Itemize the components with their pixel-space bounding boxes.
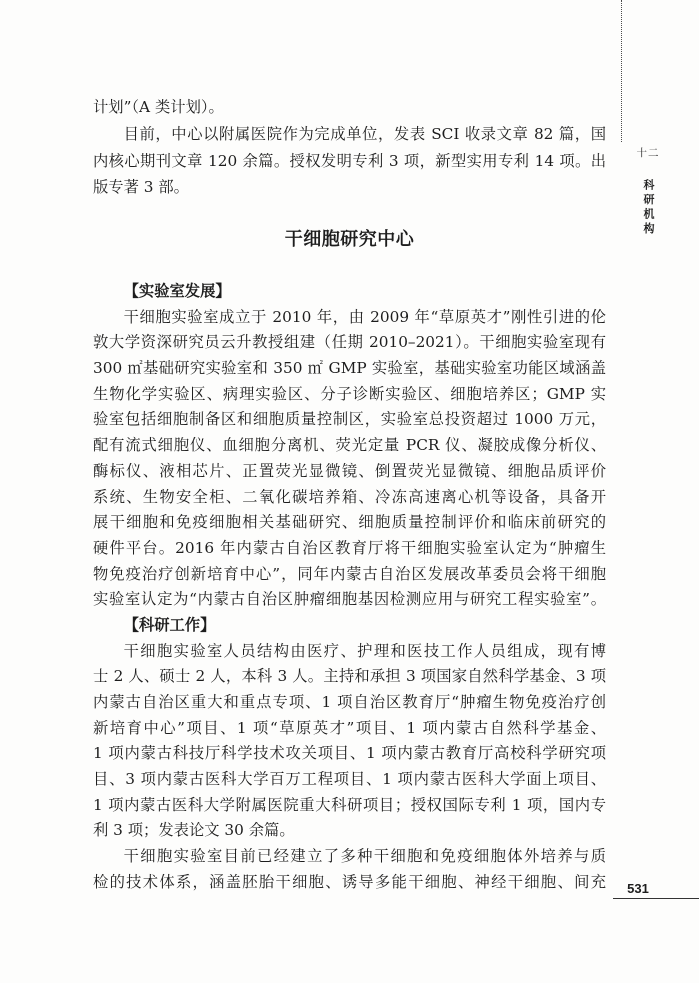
paragraph [93, 121, 606, 201]
paragraph-line: 系统、生物安全柜、二氧化碳培养箱、冷冻高速离心机等设备，具备开 [93, 487, 606, 506]
subsection-heading: 【实验室发展】 [123, 282, 231, 300]
paragraph-line: 干细胞实验室人员结构由医疗、护理和医技工作人员组成，现有博 [123, 641, 606, 660]
paragraph-line: 1 项内蒙古医科大学附属医院重大科研项目；授权国际专利 1 项，国内专 [93, 795, 606, 814]
subsection-heading: 【科研工作】 [123, 615, 216, 634]
paragraph-line: 士 2 人、硕士 2 人，本科 3 人。主持和承担 3 项国家自然科学基金、3 项 [93, 667, 606, 686]
paragraph-line: 硬件平台。2016 年内蒙古自治区教育厅将干细胞实验室认定为“肿瘤生 [93, 538, 606, 557]
margin-dotted-rule [621, 0, 622, 142]
chapter-title-vertical: 科研机构 [642, 179, 655, 237]
paragraph-line: 内蒙古自治区重大和重点专项、1 项自治区教育厅“肿瘤生物免疫治疗创 [93, 693, 606, 711]
paragraph-line: 干细胞实验室成立于 2010 年，由 2009 年“草原英才”刚性引进的伦 [123, 307, 606, 326]
paragraph-line: 利 3 项；发表论文 30 余篇。 [93, 821, 295, 840]
paragraph-line: 新培育中心”项目、1 项“草原英才”项目、1 项内蒙古自然科学基金、 [93, 718, 606, 737]
paragraph-line: 配有流式细胞仪、血细胞分离机、荧光定量 PCR 仪、凝胶成像分析仪、 [93, 436, 606, 455]
paragraph-line: 验室包括细胞制备区和细胞质量控制区，实验室总投资超过 1000 万元， [93, 410, 606, 429]
paragraph [93, 94, 606, 121]
paragraph [93, 305, 606, 613]
paragraph-line: 内核心期刊文章 120 余篇。授权发明专利 3 项，新型实用专利 14 项。出 [93, 151, 606, 170]
paragraph-line: 目、3 项内蒙古医科大学百万工程项目、1 项内蒙古医科大学面上项目、 [93, 770, 606, 789]
paragraph-line: 物免疫治疗创新培育中心”，同年内蒙古自治区发展改革委员会将干细胞 [93, 564, 606, 583]
paragraph [93, 639, 606, 845]
paragraph [93, 844, 606, 895]
paragraph-line: 目前，中心以附属医院作为完成单位，发表 SCI 收录文章 82 篇，国 [123, 124, 606, 143]
paragraph-line: 酶标仪、液相芯片、正置荧光显微镜、倒置荧光显微镜、细胞品质评价 [93, 461, 606, 480]
paragraph-line: 版专著 3 部。 [93, 178, 189, 197]
paragraph-line: 1 项内蒙古科技厅科学技术攻关项目、1 项内蒙古教育厅高校科学研究项 [93, 744, 606, 763]
paragraph-line: 敦大学资深研究员云升教授组建（任期 2010–2021）。干细胞实验室现有 [93, 333, 606, 352]
chapter-number: 十二 [636, 147, 660, 159]
paragraph-line: 计划”（A 类计划）。 [93, 98, 224, 116]
intro-block [93, 94, 606, 201]
section-body [93, 279, 606, 896]
page-number: 531 [627, 881, 649, 896]
paragraph-line: 检的技术体系，涵盖胚胎干细胞、诱导多能干细胞、神经干细胞、间充 [93, 872, 606, 891]
section-title: 干细胞研究中心 [284, 229, 415, 250]
paragraph-line: 展干细胞和免疫细胞相关基础研究、细胞质量控制评价和临床前研究的 [93, 513, 606, 532]
paragraph-line: 干细胞实验室目前已经建立了多种干细胞和免疫细胞体外培养与质 [123, 847, 606, 866]
paragraph-line: 实验室认定为“内蒙古自治区肿瘤细胞基因检测应用与研究工程实验室”。 [93, 590, 606, 609]
page-number-rule [613, 898, 699, 899]
paragraph-line: 生物化学实验区、病理实验区、分子诊断实验区、细胞培养区；GMP 实 [93, 384, 606, 403]
paragraph-line: 300 ㎡基础研究实验室和 350 ㎡ GMP 实验室，基础实验室功能区域涵盖 [93, 359, 606, 378]
